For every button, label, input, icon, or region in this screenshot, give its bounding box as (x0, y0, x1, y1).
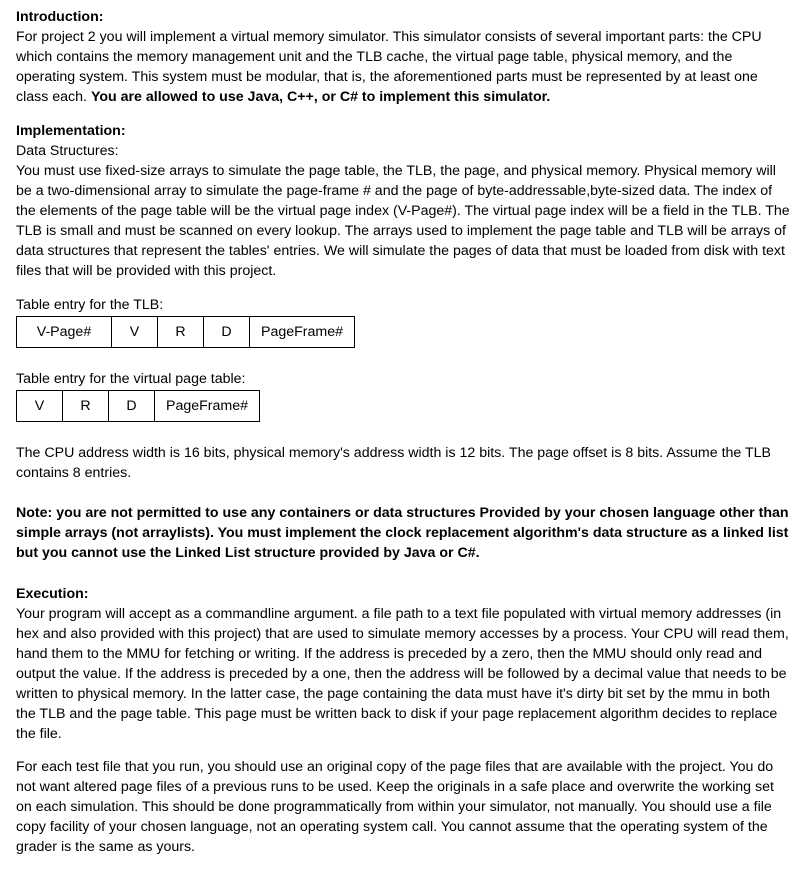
page-table-entry-table (16, 390, 260, 422)
execution-paragraph-1: Your program will accept as a commandline argument. a file path to a text file populated with virtual memory addresses (in hex and also provided with this project) that are used to simulate memory accesses by a process. Your CPU will read them, hand them to the MMU for fetching or writing. If the address is preceded by a zero, then the MMU should only read and output the value. If the address is preceded by a one, then the address will be followed by a decimal value that needs to be written to physical memory. In the latter case, the page containing the data must have it's dirty bit set by the mmu in both the TLB and the page table. This page must be written back to disk if your page replacement algorithm decides to replace the file. (16, 606, 789, 742)
introduction-heading: Introduction: (16, 9, 104, 25)
execution-paragraph-2: For each test file that you run, you should use an original copy of the page files that are available with the project. You do not want altered page files of a previous runs to be used. Keep the originals in a safe place and overwrite the working set on each simulation. This should be done programmatically from within your simulator, not manually. You should use a file copy facility of your chosen language, not an operating system call. You cannot assume that the operating system of the grader is the same as yours. (16, 759, 774, 855)
tlb-field-r: R (158, 317, 204, 348)
introduction-paragraph (16, 27, 791, 107)
note-paragraph: Note: you are not permitted to use any containers or data structures Provided by your chosen language other than simple arrays (not arraylists). You must implement the clock replacement algorithm's data structure as a linked list but you cannot use the Linked List structure provided by Java or C#. (16, 505, 789, 561)
tlb-field-vpage: V-Page# (17, 317, 112, 348)
address-info-paragraph: The CPU address width is 16 bits, physical memory's address width is 12 bits. The page offset is 8 bits. Assume the TLB contains 8 entries. (16, 445, 771, 481)
page-table-field-d: D (109, 391, 155, 422)
tlb-field-d: D (204, 317, 250, 348)
tlb-entry-label: Table entry for the TLB: (16, 297, 164, 313)
introduction-text: For project 2 you will implement a virtual memory simulator. This simulator consists of several important parts: the CPU which contains the memory management unit and the TLB cache, the virtual page table, physical memory, and the operating system. This system must be modular, that is, the aforementioned parts must be represented by at least one class each. (16, 29, 762, 105)
tlb-field-v: V (112, 317, 158, 348)
page-table-entry-label: Table entry for the virtual page table: (16, 371, 246, 387)
tlb-field-pageframe: PageFrame# (250, 317, 355, 348)
execution-heading: Execution: (16, 586, 89, 602)
implementation-section (16, 121, 791, 281)
introduction-bold-text: You are allowed to use Java, C++, or C# to implement this simulator. (90, 89, 551, 105)
page-table-field-v: V (17, 391, 63, 422)
execution-section (16, 584, 791, 744)
data-structures-subheading: Data Structures: (16, 143, 119, 159)
page-table-field-r: R (63, 391, 109, 422)
tlb-entry-table (16, 316, 355, 348)
page-table-field-pageframe: PageFrame# (155, 391, 260, 422)
implementation-paragraph: You must use fixed-size arrays to simulate the page table, the TLB, the page, and physical memory. Physical memory will be a two-dimensional array to simulate the page-frame # and the page of byte-addressable,byte-sized data. The index of the elements of the page table will be the virtual page index (V-Page#). The virtual page index will be a field in the TLB. The TLB is small and must be scanned on every lookup. The arrays used to implement the page table and TLB will be arrays of data structures that represent the tables' entries. We will simulate the pages of data that must be loaded from disk with text files that will be provided with this project. (16, 163, 790, 279)
introduction-section (16, 7, 791, 107)
implementation-heading: Implementation: (16, 123, 126, 139)
